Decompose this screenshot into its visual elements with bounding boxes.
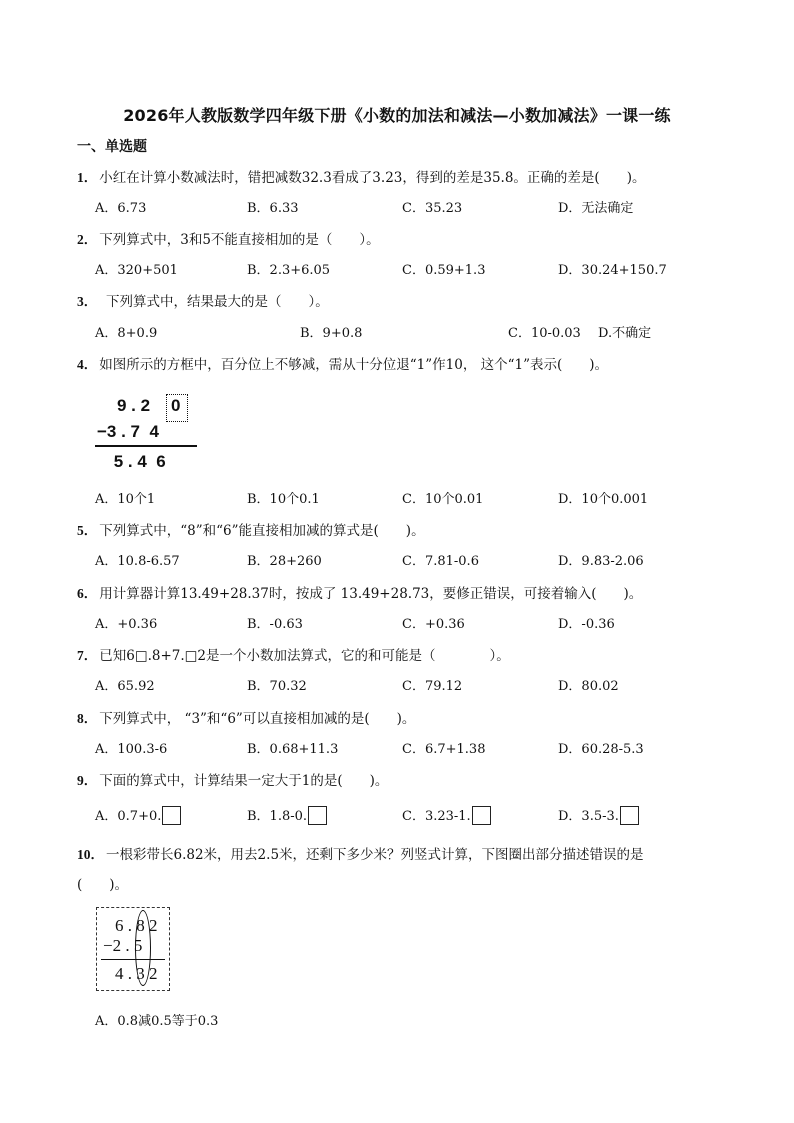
page-title: 2026年人教版数学四年级下册《小数的加法和减法—小数加减法》一课一练 bbox=[123, 106, 671, 125]
question-text: 下列算式中， “3”和“6”可以直接相加减的是( )。 bbox=[99, 711, 416, 727]
options-2 bbox=[95, 259, 735, 279]
option-b[interactable]: B．2.3+6.05 bbox=[247, 263, 331, 278]
option-b[interactable]: B．6.33 bbox=[247, 201, 299, 216]
option-c[interactable]: C．35.23 bbox=[402, 201, 463, 216]
question-text: 用计算器计算13.49+28.37时，按成了 13.49+28.73，要修正错误，可接着输入( )。 bbox=[99, 586, 643, 602]
question-number: 3． bbox=[77, 294, 91, 309]
section-heading: 一、单选题 bbox=[77, 139, 147, 155]
option-c[interactable]: C．6.7+1.38 bbox=[402, 742, 486, 757]
option-b[interactable] bbox=[247, 805, 327, 825]
options-10 bbox=[95, 1010, 735, 1030]
figure-rule bbox=[101, 959, 165, 960]
option-d[interactable]: D．无法确定 bbox=[558, 201, 634, 216]
option-d[interactable]: D．-0.36 bbox=[558, 617, 615, 632]
question-9 bbox=[77, 769, 388, 789]
question-number: 9． bbox=[77, 773, 98, 788]
options-3 bbox=[95, 322, 735, 342]
option-d[interactable]: D.不确定 bbox=[598, 326, 652, 341]
option-c[interactable]: C．10个0.01 bbox=[402, 492, 484, 507]
option-d[interactable]: D．60.28-5.3 bbox=[558, 742, 644, 757]
question-number: 2． bbox=[77, 232, 98, 247]
figure-row-1: 9 . 2 bbox=[117, 396, 151, 415]
circled-subtraction-figure bbox=[96, 907, 170, 991]
blank-box bbox=[308, 806, 327, 825]
option-a[interactable]: A．8+0.9 bbox=[95, 326, 158, 341]
option-c[interactable] bbox=[402, 805, 491, 825]
question-6 bbox=[77, 582, 642, 602]
option-b[interactable]: B．9+0.8 bbox=[300, 326, 363, 341]
question-number: 4． bbox=[77, 357, 98, 372]
question-number: 7． bbox=[77, 648, 98, 663]
option-a[interactable]: A．10.8-6.57 bbox=[95, 554, 180, 569]
option-c[interactable]: C．79.12 bbox=[402, 679, 463, 694]
vertical-subtraction-figure bbox=[95, 392, 200, 474]
question-number: 10． bbox=[77, 847, 104, 862]
option-d[interactable]: D．9.83-2.06 bbox=[558, 554, 644, 569]
figure-row-1: 6 . 8 2 bbox=[115, 916, 158, 935]
question-5 bbox=[77, 519, 425, 539]
question-number: 6． bbox=[77, 586, 98, 601]
question-3 bbox=[77, 290, 329, 310]
blank-box bbox=[620, 806, 639, 825]
option-c[interactable]: C．+0.36 bbox=[402, 617, 465, 632]
option-a[interactable]: A．10个1 bbox=[95, 492, 156, 507]
question-text: 下列算式中，结果最大的是（ ）。 bbox=[92, 294, 329, 310]
option-a[interactable]: A．100.3-6 bbox=[95, 742, 168, 757]
option-b[interactable]: B．28+260 bbox=[247, 554, 322, 569]
question-number: 5． bbox=[77, 523, 98, 538]
question-text: 如图所示的方框中，百分位上不够减，需从十分位退“1”作10， 这个“1”表示( )。 bbox=[99, 357, 609, 373]
question-10-continued: ( )。 bbox=[77, 877, 129, 893]
figure-row-3: 5 . 4 6 bbox=[109, 452, 166, 471]
option-a[interactable]: A．6.73 bbox=[95, 201, 147, 216]
question-2 bbox=[77, 228, 380, 248]
options-8 bbox=[95, 738, 735, 758]
option-c[interactable]: C．0.59+1.3 bbox=[402, 263, 486, 278]
option-a[interactable]: A．0.8减0.5等于0.3 bbox=[95, 1014, 219, 1029]
option-b-text: B．1.8-0. bbox=[247, 809, 308, 824]
question-text: 已知6□.8+7.□2是一个小数加法算式，它的和可能是（ ）。 bbox=[99, 648, 510, 664]
question-7 bbox=[77, 644, 510, 664]
option-d[interactable] bbox=[558, 805, 639, 825]
options-6 bbox=[95, 613, 735, 633]
options-4 bbox=[95, 488, 735, 508]
option-c[interactable]: C．7.81-0.6 bbox=[402, 554, 479, 569]
option-a-text: A．0.7+0. bbox=[95, 809, 162, 824]
question-8 bbox=[77, 707, 415, 727]
option-b[interactable]: B．70.32 bbox=[247, 679, 307, 694]
question-1 bbox=[77, 166, 645, 186]
option-a[interactable]: A．+0.36 bbox=[95, 617, 158, 632]
circled-column bbox=[135, 910, 151, 986]
option-b[interactable]: B．0.68+11.3 bbox=[247, 742, 339, 757]
question-text: 下列算式中，3和5不能直接相加的是（ ）。 bbox=[99, 232, 380, 248]
option-d-text: D．3.5-3. bbox=[558, 809, 619, 824]
figure-row-2: −3 . 7 4 bbox=[97, 422, 159, 441]
figure-row-3: 4 . 3 2 bbox=[115, 964, 158, 983]
options-1 bbox=[95, 197, 735, 217]
options-9 bbox=[95, 805, 735, 825]
blank-box bbox=[162, 806, 181, 825]
blank-box bbox=[472, 806, 491, 825]
question-10 bbox=[77, 843, 644, 863]
question-text: 下面的算式中，计算结果一定大于1的是( )。 bbox=[99, 773, 389, 789]
options-7 bbox=[95, 675, 735, 695]
question-number: 8． bbox=[77, 711, 98, 726]
question-text: 小红在计算小数减法时，错把减数32.3看成了3.23，得到的差是35.8。正确的差是( )。 bbox=[99, 170, 646, 186]
question-text: 一根彩带长6.82米，用去2.5米，还剩下多少米？列竖式计算，下图圈出部分描述错误的是 bbox=[106, 847, 644, 863]
question-4 bbox=[77, 353, 608, 373]
figure-row-2: −2 . 5 bbox=[103, 936, 143, 955]
option-a[interactable]: A．320+501 bbox=[95, 263, 178, 278]
option-d[interactable]: D．80.02 bbox=[558, 679, 619, 694]
options-5 bbox=[95, 550, 735, 570]
figure-boxed-digit: 0 bbox=[171, 396, 181, 415]
option-c[interactable]: C．10-0.03 bbox=[508, 326, 581, 341]
option-a[interactable] bbox=[95, 805, 181, 825]
option-a[interactable]: A．65.92 bbox=[95, 679, 155, 694]
figure-rule bbox=[95, 445, 197, 447]
option-b[interactable]: B．-0.63 bbox=[247, 617, 303, 632]
option-c-text: C．3.23-1. bbox=[402, 809, 471, 824]
option-b[interactable]: B．10个0.1 bbox=[247, 492, 320, 507]
option-d[interactable]: D．10个0.001 bbox=[558, 492, 649, 507]
option-d[interactable]: D．30.24+150.7 bbox=[558, 263, 667, 278]
question-text: 下列算式中，“8”和“6”能直接相加减的算式是( )。 bbox=[99, 523, 425, 539]
question-number: 1． bbox=[77, 170, 98, 185]
